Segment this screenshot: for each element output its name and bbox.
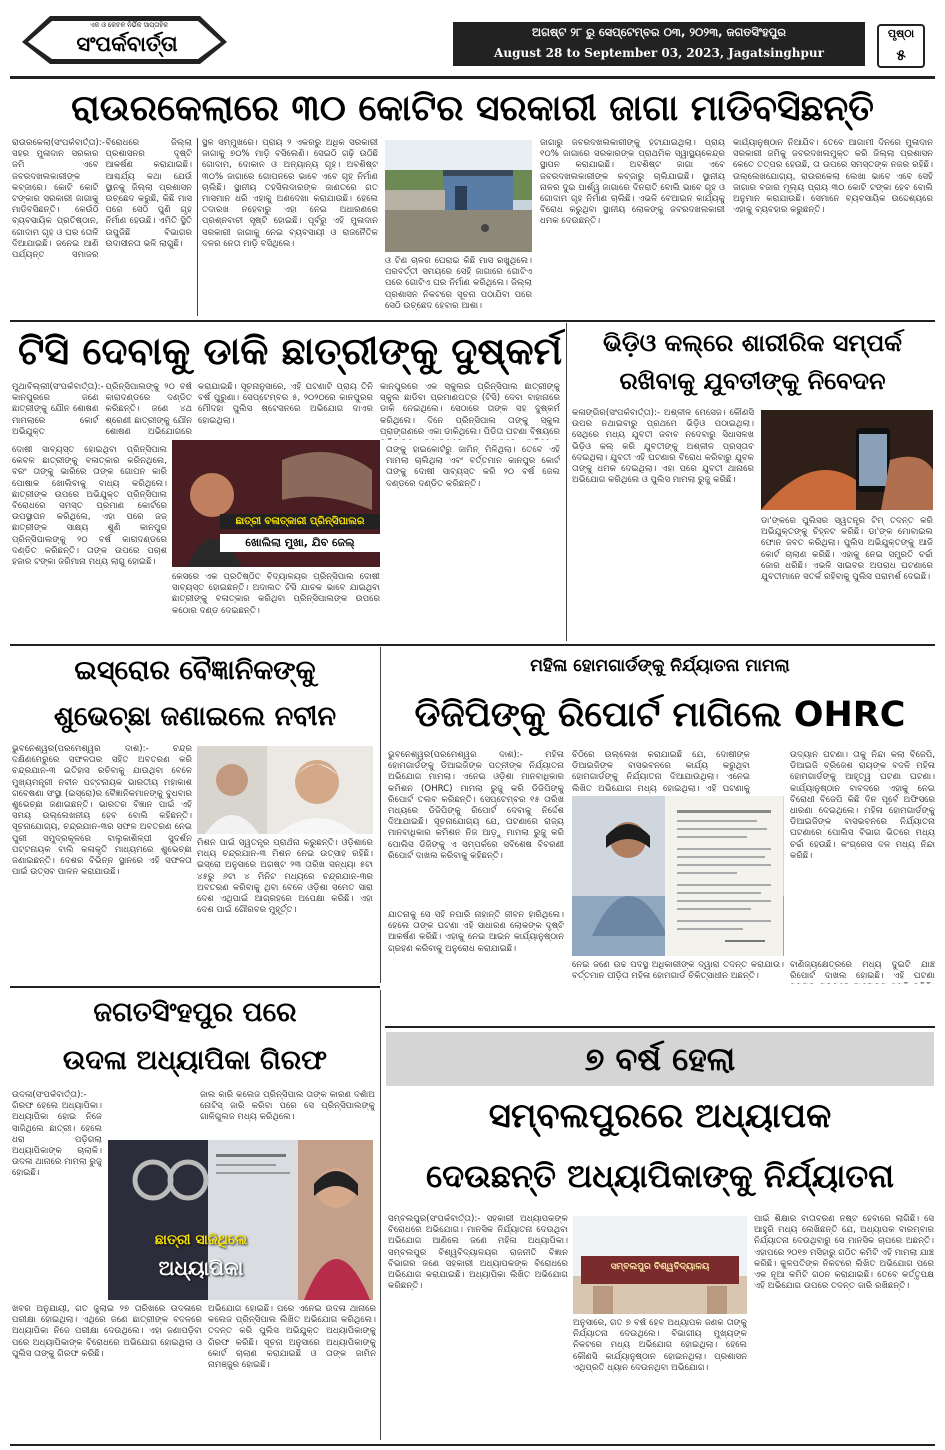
article2-photo <box>172 440 380 567</box>
page-bottom-rule <box>10 1444 935 1446</box>
masthead <box>0 0 945 74</box>
article6-col2: ଅଭିଯୋଗ ହୋଇଛି। ପରେ ଏନେଇ ଉଦଳା ଥାନାରେ କଲେଜ ପ୍ରିନ୍ସିପାଲ ଲିଖିତ ଅଭିଯୋଗ କରିଥିଲେ। ତଦନ୍ତ କରି ପୁଲିସ ଅଭିଯୁକ୍ତ ଅଧ୍ୟାପିକାଙ୍କୁ ଗିରଫ କରିଛି। ସୂଚନା ଅନୁସାରେ ଅଧ୍ୟାପିକାଙ୍କୁ କୋର୍ଟ ଚାଲାଣ କରାଯାଇଛି ଓ ତାଙ୍କ ଜାମିନ ନାମଞ୍ଜୁର ହୋଇଛି। <box>208 1304 376 1371</box>
article7-kicker-box <box>386 1032 934 1086</box>
masthead-date-box <box>453 22 865 66</box>
article2-intro: ମୁଥାବିଲ୍ଲୀ(ସଂପର୍କବାର୍ତ୍ତା):- କାନପୁରରେ ଜଣେ ଛାତ୍ରୀଙ୍କୁ ଯୌନ ଶୋଷଣ ମାମଲାରେ କୋର୍ଟ ଅଭିଯୁକ୍ତ ପ୍ରିନ୍ସିପାଲଙ୍କୁ ୨୦ ବର୍ଷ କାରାଦଣ୍ଡରେ ଦଣ୍ଡିତ କରିଛନ୍ତି। ଜଣେ ୪ଥ ଶ୍ରେଣୀ ଛାତ୍ରୀଙ୍କୁ ଯୌନ ଶୋଷଣ ଅଭିଯୋଗରେ <box>12 382 192 437</box>
page-number-box <box>877 24 925 68</box>
article2-headline: ଟିସି ଦେବାକୁ ଡାକି ଛାତ୍ରୀଙ୍କୁ ଦୁଷ୍କର୍ମ <box>18 329 562 373</box>
article2-intro-col2: କରାଯାଇଛି। ସୂଚନାନୁସାରେ, ଏହି ଘଟଣାଟି ପ୍ରାୟ ତିନି ବର୍ଷ ପୁରୁଣା। ସେପ୍ଟେମ୍ବର ୫, ୨୦୨୦ରେ କାନପୁରର ମୌଦହା ପୁଲିସ ଷ୍ଟେସନରେ ଅଭିଯୋଗ ଦାଏର ହୋଇଥିଲା। <box>198 382 373 426</box>
naveen-portrait-image <box>197 746 373 834</box>
article3-headline-line2: ରଖିବାକୁ ଯୁବତୀଙ୍କୁ ନିବେଦନ <box>619 367 886 395</box>
section-rule <box>10 986 380 988</box>
article5-col3: ଉଦ୍ୟାନ ଘଟଣା। ତାକୁ ନିନ୍ଦା କଲା ବିଜେପି, ଡିଆଇଜି ବ୍ରିଜେଶ ରାୟଙ୍କ ବଦଳି ମହିଳା ହୋମଗାର୍ଡଙ୍କୁ ଆହୃତ୍ୱ ଘଟଣା ଘଟଣା। କାର୍ଯ୍ୟାନୁଷ୍ଠାନ ବାବଦରେ ଏହାକୁ ନେଇ ବିରୋଧୀ ବିଜେପି କିଛି ଦିନ ପୂର୍ବେ ଅଫିସରେ ଧାରଣା ଦେଇଥିଲେ। ମହିଳା ହୋମଗାର୍ଡଙ୍କୁ ଡିଆଇଜିଙ୍କ ବାସଭବନରେ ନିର୍ଯ୍ୟାତନା ଘଟଣାରେ ପୋଲିସ ବିଭାଗ ଭିତରେ ମଧ୍ୟ ଚର୍ଚ୍ଚା ହେଉଛି। କଂଗ୍ରେସ ଦଳ ମଧ୍ୟ ନିନ୍ଦା କରିଛି। <box>790 750 935 861</box>
article1-col1: ରାଉରକେଲା(ସଂପର୍କବାର୍ତ୍ତା):- ସହର ମୁଳାଦାନ ସରକାର ଜମି ଏବେ ଜବରଦଖଲକାରୀଙ୍କ କବ୍ଜାରେ। କୋଟି କୋଟି ଟଙ୍କାର ସରକାରୀ ଜାଗାକୁ ମାଡିବସିଛନ୍ତି। କେଉଁଠି ବ୍ୟବସାୟିକ ପ୍ରତିଷ୍ଠାନ, ଗୋଦାମ ଗୃହ ଓ ଘର ତୋଳି ଦିଆଯାଇଛି। ଜନେଇ ଆଣି ପର୍ଯ୍ୟନ୍ତ ସମାଜର ବିରୋଧରେ ଜିଲ୍ଲା ପ୍ରଶାସନର ଦୃଷ୍ଟି ଆକର୍ଷଣ କରାଯାଇଛି। ଆଶ୍ଚର୍ଯ୍ୟ କଥା ଯେଉଁ ସ୍ଥାନକୁ ଜିଲ୍ଲା ପ୍ରଶାସନ ଉଚ୍ଛେଦ କରୁଛି, କିଛି ମାସ ପରେ ସେଠି ପୁଣି ଗୃହ ନିର୍ମାଣ ହେଉଛି। ଏମିତି ସ୍ଥିତି ଉପୁଜିଛି ବିଭାଗର ଉଦାସୀନତା ଭଳି ଲାଗୁଛି। <box>12 138 192 261</box>
phone-video-call-image <box>761 410 933 510</box>
article6-headline-line1: ଜଗତସିଂହପୁର ପରେ <box>93 997 297 1028</box>
section-rule <box>10 320 935 322</box>
building-site-image <box>385 140 532 252</box>
article2-col1: ଦୋଷୀ ସାବ୍ୟସ୍ତ ହୋଇଥିବା ପ୍ରିନ୍ସିପାଲ କେବଳ ଛାତ୍ରୀଙ୍କୁ ବଳାତ୍କାର କରିନଥିଲେ, ବରଂ ତାଙ୍କୁ ଭାରିରେ ତାଙ୍କ ଗୋପନ କାରି ପୋଷାକ ଖୋଲିବାକୁ ବାଧ୍ୟ କରିଥିଲେ। ଛାତ୍ରୀଙ୍କ ଉପରେ ଅଭିଯୁକ୍ତ ପ୍ରିନ୍ସିପାଲ ବିରୋଧରେ ସମସ୍ତ ପ୍ରମାଣ କୋର୍ଟରେ ଉପସ୍ଥାପନ କରିଥିଲେ, ଏହା ପରେ ଜଜ୍ ଛାତ୍ରୀଙ୍କ ସାକ୍ଷ୍ୟ ଶୁଣି କାନପୁର ପ୍ରିନ୍ସିପାଲଙ୍କୁ ୨୦ ବର୍ଷ କାରାଦଣ୍ଡରେ ଦଣ୍ଡିତ କରିଛନ୍ତି। ତାଙ୍କ ଉପରେ ପଚାଶ ହଜାର ଟଙ୍କା ଜରିମାନା ମଧ୍ୟ ଲାଗୁ ହୋଇଛି। <box>12 445 167 568</box>
article7-col1: ସମ୍ବଲପୁର(ସଂପର୍କବାର୍ତ୍ତା):- ସହକାରୀ ଅଧ୍ୟାପକଙ୍କ ବିରୋଧରେ ଅଭିଯୋଗ। ମାନସିକ ନିର୍ଯ୍ୟାତନା ଦେଉଥିବା ଅଭିଯୋଗ ଆଣିଲେ ଜଣେ ମହିଳା ଅଧ୍ୟାପିକା। ସମ୍ବଲପୁର ବିଶ୍ୱବିଦ୍ୟାଳୟର ରାଜନୀତି ବିଜ୍ଞାନ ବିଭାଗର ଜଣେ ସହକାରୀ ଅଧ୍ୟାପକଙ୍କ ବିରୋଧରେ ଅଭିଯୋଗ କରାଯାଇଛି। ଅଧ୍ୟାପିକା ଲିଖିତ ଅଭିଯୋଗ କରିଛନ୍ତି। <box>388 1214 568 1292</box>
article2-col3: ତାଙ୍କୁ ହାଇକୋର୍ଟରୁ ଜାମିନ୍ ମିଳିଥିଲା। ତେବେ ଏହି ମାମଲା ଚାଲିଥିଲା ଏବଂ ବର୍ତ୍ତମାନ କାନପୁର କୋର୍ଟ ତାଙ୍କୁ ଦୋଷୀ ସାବ୍ୟସ୍ତ କରି ୨୦ ବର୍ଷ ଜେଲ ଦଣ୍ଡରେ ଦଣ୍ଡିତ କରିଛନ୍ତି। <box>386 445 560 489</box>
page-label: ପୃଷ୍ଠା <box>887 27 915 40</box>
article5-kicker: ମହିଳା ହୋମଗାର୍ଡଙ୍କୁ ନିର୍ଯ୍ୟାତନା ମାମଲା <box>530 656 790 676</box>
article1-col2: ସ୍ଥଳ ସମ୍ମୁଖରେ। ପ୍ରାୟ ୨ ଏକରରୁ ଅଧିକ ସରକାରୀ ଜାଗାକୁ ୭୦% ମାଡ଼ି ବସିଲେଣି। ସେଇଠି ଗଢ଼ି ଉଠିଛି ଗୋଦାମ, ଦୋକାନ ଓ ଅନ୍ୟାନ୍ୟ ଗୃହ। ଅବଶିଷ୍ଟ ୩୦% ଜାଗାରେ ଗୋପନରେ ଭାବେ ଏବେ ଗୃହ ନିର୍ମାଣ ଚାଲିଛି। ସ୍ଥାନୀୟ ତହସିଲଦାରଙ୍କ ଜାଣତରେ ଗତ ମାସମାନ ଧରି ଏହାକୁ ଅଣଦେଖା କରାଯାଉଛି। ହେଲେ ତଦାରଖ ନହେବାରୁ ଏହା ନେଇ ଅଧାରଣରେ ପ୍ରଶ୍ନବାଚୀ ସୃଷ୍ଟି ହୋଇଛି। ପୂର୍ବରୁ ଏହି ମୁଳାଦାନ ସରକାରୀ ଜାଗାକୁ ନେଇ ବ୍ୟବସାୟୀ ଓ ରାଜନୈତିକ ଦଳର ନେତା ମାଡ଼ି ବସିଥିଲେ। <box>202 138 378 249</box>
masthead-rule <box>10 76 935 79</box>
masthead-tagline: ଏକ ଓ କେବଳ ନିର୍ଭିକ ସାପ୍ତାହିକ <box>89 21 169 29</box>
masthead-logo <box>22 10 227 66</box>
article4-photo <box>197 746 373 834</box>
date-english: August 28 to September 03, 2023, Jagatsinghpur <box>494 46 824 60</box>
article3-photo <box>761 410 933 510</box>
article5-tail3: ବାଣିଜ୍ୟକ୍ଷେତ୍ରରେ ମଧ୍ୟ ଦୁଇଟି ଯାଞ୍ଚ ରିପୋର୍ଟ ଦାଖଲ ହୋଇଛି। ଏହି ଘଟଣା <box>790 960 935 982</box>
article6-headline-line2: ଉଦଳା ଅଧ୍ୟାପିକା ଗିରଫ <box>62 1045 328 1076</box>
article5-col1: ଭୁବନେଶ୍ୱର(ପରମେଶ୍ୱର ଦାଶ):- ମହିଳା ହୋମଗାର୍ଡଙ୍କୁ ଡିଆଇଜିଙ୍କ ପତ୍ନୀଙ୍କ ନିର୍ଯ୍ୟାତନା ଅଭିଯୋଗ ମାମଲା। ଏନେଇ ଓଡ଼ିଶା ମାନବାଧିକାର କମିଶନ (OHRC) ମାମଲା ରୁଜୁ କରି ଡିଜିପିଙ୍କୁ ରିପୋର୍ଟ ତଲବ କରିଛନ୍ତି। ସେପ୍ଟେମ୍ବର ୧୫ ତାରିଖ ମଧ୍ୟରେ ଡିଜିପିଙ୍କୁ ରିପୋର୍ଟ ଦେବାକୁ ନିର୍ଦ୍ଦେଶ ଦିଆଯାଇଛି। ସୂଚନାଯୋଗ୍ୟ ଯେ, ଘଟଣାରେ ରାଜ୍ୟ ମାନବାଧିକାର କମିଶନ ନିଜ ଆଡ଼ୁ ମାମଲା ରୁଜୁ କରି ପୋଲିସ ଡିଜିଙ୍କୁ ଏ ସମ୍ପର୍କରେ ସବିଶେଷ ବିବରଣୀ ରିପୋର୍ଟ ଦାଖଲ କରିବାକୁ କହିଛନ୍ତି। <box>388 750 564 861</box>
article2-caption-line1: ଛାତ୍ରୀ ବଳାତ୍କାରୀ ପ୍ରିନ୍ସିପାଲର <box>220 514 380 529</box>
article5-document-photo <box>665 796 783 956</box>
article6-intro: ଉଦଳା(ସଂପର୍କବାର୍ତ୍ତା):- ଗିରଫ ହେଲେ ଅଧ୍ୟାପିକା। ଅଧ୍ୟାପିକା ହୋଇ ନିଜେ ସାଜିଥିଲେ ଛାତ୍ରୀ। ହେଲେ ଧରା ପଡ଼ିଗଲା ଅଧ୍ୟାପିକାଙ୍କ ଚାଲାକି। ଉଦଳା ଥାନାରେ ମାମଲା ରୁଜୁ ହୋଇଛି। <box>12 1090 102 1179</box>
article7-kicker: ୭ ବର୍ଷ ହେଲା <box>584 1040 736 1078</box>
article6-col1: ଖବର ଅନୁଯାୟୀ, ଗତ ଜୁଲାଇ ୨୭ ତାରିଖରେ ଉଦଳାରେ ପରୀକ୍ଷା ହୋଇଥିଲା। ଏଥିରେ ଜଣେ ଛାତ୍ରୀଙ୍କ ବଦଳରେ ଅଧ୍ୟାପିକା ନିଜେ ପରୀକ୍ଷା ଦେଉଥିଲେ। ଏହା ଜଣାପଡ଼ିବା ପରେ ଅଧ୍ୟାପିକାଙ୍କ ବିରୋଧରେ ଅଭିଯୋଗ ହୋଇଥିଲା ଓ ପୁଲିସ ତାଙ୍କୁ ଗିରଫ କରିଛି। <box>12 1304 202 1359</box>
col-divider <box>380 990 381 1440</box>
article7-headline-line2: ଦେଉଛନ୍ତି ଅଧ୍ୟାପିକାଙ୍କୁ ନିର୍ଯ୍ୟାତନା <box>426 1157 894 1195</box>
col-divider <box>197 138 198 316</box>
article6-photo <box>108 1140 373 1300</box>
article4-col2: ମିଶନ ପାଇଁ ସ୍ୱତନ୍ତ୍ର ପ୍ରାର୍ଥନା କରୁଛନ୍ତି। ଓଡ଼ିଶାରେ ମଧ୍ୟ ଚନ୍ଦ୍ରଯାନ-୩ ମିଶନ ନେଇ ଉତ୍ସାହ ରହିଛି। ଇସ୍ରୋ ଅନୁସାରେ ଅଗଷ୍ଟ ୨୩ ତାରିଖ ସନ୍ଧ୍ୟା ୫ଟା ୪୫ରୁ ୬ଟା ୪ ମିନିଟ ମଧ୍ୟରେ ଚନ୍ଦ୍ରଯାନ-୩ର ଅବତରଣ କରିବାକୁ ଥିବା ବେଳେ ଓଡ଼ିଶା ସମେତ ସାରା ଦେଶ ଏଥିପାଇଁ ଆଗ୍ରହରେ ଅପେକ୍ଷା କରିଛି। ଏହା ଦେଶ ପାଇଁ ଗୌରବର ମୁହୂର୍ତ୍ତ। <box>197 838 373 916</box>
article4-headline-line1: ଇସ୍ରୋର ବୈଜ୍ଞାନିକଙ୍କୁ <box>74 655 316 686</box>
article5-headline: ଡିଜିପିଙ୍କୁ ରିପୋର୍ଟ ମାଗିଲେ OHRC <box>414 695 906 735</box>
article7-headline-line1: ସମ୍ବଲପୁରରେ ଅଧ୍ୟାପକ <box>488 1096 832 1136</box>
article7-sign: ସମ୍ବଲପୁର ବିଶ୍ୱବିଦ୍ୟାଳୟ <box>610 1262 710 1272</box>
article4-col1: ଭୁବନେଶ୍ୱର(ପରମେଶ୍ୱର ଦାଶ):- ଚନ୍ଦ୍ର ଦକ୍ଷିଣମେରୁରେ ସଫଳତାର ସହିତ ଅବତରଣ କରି ଚନ୍ଦ୍ରଯାନ-୩ ଇତିହାସ ରଚିବାକୁ ଯାଉଥିବା ବେଳେ ମୁଖ୍ୟମନ୍ତ୍ରୀ ନବୀନ ପଟ୍ଟନାୟକ ଭାରତୀୟ ମହାକାଶ ଗବେଷଣା ସଂସ୍ଥା (ଇସ୍ରୋ)ର ବୈଜ୍ଞାନିକମାନଙ୍କୁ ବୁଧବାର ଶୁଭେଚ୍ଛା ଜଣାଇଛନ୍ତି। ଭାରତର ବିଜ୍ଞାନ ପାଇଁ ଏହି ସମୟ ଉଲ୍ଲେଖନୀୟ ହେବ ବୋଲି କହିଛନ୍ତି। ସୂଚନାଯୋଗ୍ୟ, ଚନ୍ଦ୍ରଯାନ-୩ର ସଫଳ ଅବତରଣ ନେଇ ପୁରୀ ସମୁଦ୍ରକୂଳରେ ବାଲୁକାଶିଳ୍ପୀ ସୁଦର୍ଶନ ପଟ୍ଟନାୟକ ବାଲି କଳାକୃତି ମାଧ୍ୟମରେ ଶୁଭେଚ୍ଛା ଜଣାଇଛନ୍ତି। ଦେଶର ବିଭିନ୍ନ ସ୍ଥାନରେ ଏହି ସଫଳତା ପାଇଁ ଉତ୍ସବ ପାଳନ କରାଯାଉଛି। <box>12 744 192 878</box>
complaint-letter-image <box>665 796 783 956</box>
article3-headline-line1: ଭିଡ଼ିଓ କଲ୍‌ରେ ଶାରୀରିକ ସମ୍ପର୍କ <box>602 329 903 357</box>
section-rule <box>385 1026 935 1028</box>
masthead-title: ସଂପର୍କବାର୍ତ୍ତା <box>76 32 178 56</box>
date-odia: ଅଗଷ୍ଟ ୨୮ ରୁ ସେପ୍ଟେମ୍ବର ୦୩, ୨୦୨୩, ଜଗତସିଂହପୁର <box>532 25 786 39</box>
article6-caption-line2: ଅଧ୍ୟାପିକା <box>158 1256 244 1280</box>
article3-col2: ଡା'ଙ୍କରେ ପୁଲିସର ସ୍ୱତନ୍ତ୍ର ଟିମ୍ ତଦନ୍ତ କରି ଅଭିଯୁକ୍ତଙ୍କୁ ଚିହ୍ନଟ କରିଛି। ଡା'ଙ୍କ ମୋବାଇଲ ଫୋନ ଜବତ କରିଥିଲା। ପୁଲିସ ଅଭିଯୁକ୍ତଙ୍କୁ ଆଜି କୋର୍ଟ ଚାଲାଣ କରିଛି। ଏହାକୁ ନେଇ ସମ୍ପ୍ରତି ଚର୍ଚ୍ଚା ଜୋର ଧରିଛି। ଏଭଳି ସାଇବର ଅପରାଧ ଘଟଣାରେ ଯୁବତୀମାନେ ସତର୍କ ରହିବାକୁ ପୁଲିସ ପରାମର୍ଶ ଦେଇଛି। <box>761 516 933 583</box>
article1-col3: ଓ ଟିଣ ଚାଳର ଘେରାଇ କିଛି ମାସ ରଖୁଥିଲେ। ପରବର୍ତ୍ତୀ ସମୟରେ ସେହି ଜାଗାରେ ଗୋଟିଏ ପରେ ଗୋଟିଏ ଘର ନିର୍ମାଣ କରିଥିଲେ। ଜିଲ୍ଲା ପ୍ରଶାସନ ନିକଟରେ ସୂଚନା ପଠାଯିବା ପରେ ସେଠି ଉଚ୍ଛେଦ ହେବାର ଆଶା। <box>385 256 532 311</box>
article4-headline-line2: ଶୁଭେଚ୍ଛା ଜଣାଇଲେ ନବୀନ <box>53 701 337 732</box>
article1-col4: ଜାଗାରୁ ଜବରଦଖଲକାରୀଙ୍କୁ ହଟାଯାଇଥିଲା। ପ୍ରାୟ ୧୦% ଜାଗାରେ ସରକାରଙ୍କ ପ୍ରାଥମିକ ସ୍ୱାସ୍ଥ୍ୟକେନ୍ଦ୍ର ସ୍ଥାପନ କରାଯାଇଛି। ଅବଶିଷ୍ଟ ଜାଗା ଏବେ ଜବରଦଖଲକାରୀଙ୍କ କବ୍ଜାରୁ ଚାଲିଯାଇଛି। ସ୍ଥାନୀୟ ନାଳର ଦୁଇ ପାର୍ଶ୍ୱ ଜାଗାରେ ଦିନରାତି ବୋଲି ଭାବେ ଗୃହ ଓ ଗୋଦାମ ଗୃହ ନିର୍ମାଣ ଚାଲିଛି। ଏଭଳି ବେଆଇନ କାର୍ଯ୍ୟକୁ ବିରୋଧ କରୁଥିବା ସ୍ଥାନୀୟ ଲୋକଙ୍କୁ ଜବରଦଖଲକାରୀ ଧମକ ଦେଉଛନ୍ତି। <box>540 138 725 227</box>
article2-col2: କେସରେ ଏକ ପ୍ରତିଷ୍ଠିତ ବିଦ୍ୟାଳୟର ପ୍ରିନ୍ସିପାଲ ଦୋଷୀ ସାବ୍ୟସ୍ତ ହୋଇଛନ୍ତି। ଅଦାଲତ ଟିସି ଯାଚକ ଭାବେ ଯାଇଥିବା ଛାତ୍ରୀଙ୍କୁ ବଳାତ୍କାର କରିଥିବା ପ୍ରିନ୍ସିପାଲଙ୍କ ଉପରେ କଠୋର ଦଣ୍ଡ ଦେଇଛନ୍ତି। <box>172 572 380 616</box>
col-divider <box>380 647 381 983</box>
article3-col1: କଳାଙ୍ଗିର(ସଂପର୍କବାର୍ତ୍ତା):- ଅଶ୍ଳୀଳ ମେସେଜ। କୌଣସି ଉପର ନଥାଇବାରୁ ପ୍ରଥମେ ଭିଡ଼ିଓ ପଠାଇଥିଲା। ସେଥିରେ ମଧ୍ୟ ଯୁବତୀ ଜବାବ ନଦେବାରୁ ସିଧାସଳଖ ଭିଡ଼ିଓ କଲ୍ କରି ଯୁବତୀଙ୍କୁ ଅଶ୍ଳୀଳ ପ୍ରସ୍ତାବ ଦେଇଥିଲା। ଯୁବତୀ ଏହି ଘଟଣାର ବିରୋଧ କରିବାରୁ ଯୁବକ ତାଙ୍କୁ ଧମକ ଦେଇଥିଲା। ଏହା ପରେ ଯୁବତୀ ଥାନାରେ ଅଭିଯୋଗ କରିଥିଲେ ଓ ପୁଲିସ ମାମଲା ରୁଜୁ କରିଛି। <box>572 408 754 486</box>
article6-caption-line1: ଛାତ୍ରୀ ସାଜିଥିଲେ <box>154 1232 248 1248</box>
article2-caption-line2: ଖୋଲିଲା ମୁଖା, ଯିବ ଜେଲ୍ <box>220 534 380 552</box>
article5-tail1: ଯାତନାକୁ ସେ ସହି ନପାରି ନାହାନ୍ତି ଜୀବନ ହାରିଥିଲେ। ହେଲେ ତାଙ୍କ ଘଟଣା ଏହି ସାଧାରଣ ଲୋକଙ୍କ ଦୃଷ୍ଟି ଆକର୍ଷଣ କରିଛି। ଏହାକୁ ନେଇ ଆଇନ କାର୍ଯ୍ୟାନୁଷ୍ଠାନ ଗ୍ରହଣ କରିବାକୁ ଅନୁରୋଧ କରାଯାଇଛି। <box>388 910 564 954</box>
article2-intro-col3: କାନପୁରରେ ଏକ ସ୍କୁଲର ପ୍ରିନ୍ସିପାଲ ଛାତ୍ରୀଙ୍କୁ ସ୍କୁଲ ଛାଡିବା ପ୍ରମାଣପତ୍ର (ଟିସି) ଦେବା ବାହାନାରେ ଡାକି ନେଇଥିଲେ। ସେଠାରେ ତାଙ୍କ ସହ ଦୁଷ୍କର୍ମ କରିଥିଲେ। ଦିନେ ପ୍ରିନ୍ସିପାଲ ତାଙ୍କୁ ସ୍କୁଲ ପ୍ରାଙ୍ଗଣରେ ଏକା ଡାକିଥିଲେ। ପିଡିତା ଘଟଣା ବିଷୟରେ <box>380 382 560 437</box>
page-number: ୫ <box>896 46 906 64</box>
article5-tail2: ନେଇ ଜଣେ ଉଚ୍ଚ ପଦସ୍ଥ ଅଧିକାରୀଙ୍କ ଦ୍ୱାରା ତଦନ୍ତ କରାଯାଉ। ବର୍ତ୍ତମାନ ପୀଡ଼ିତା ମହିଳା ହୋମଗାର୍ଡ ଚିକିତ୍ସାଧୀନ ଅଛନ୍ତି। <box>572 960 784 982</box>
section-rule <box>10 644 935 646</box>
col-divider <box>566 323 567 641</box>
article1-col5: କାର୍ଯ୍ୟାନୁଷ୍ଠାନ ନିଆଯିବ। ତେବେ ଆଗାମୀ ଦିନରେ ମୁଳାଦାନ ସରକାରୀ ଜମିକୁ ଜବରଦଖଲମୁକ୍ତ କରି ଜିଲ୍ଲା ପ୍ରଶାସନ କେତେ ତତ୍ପର ହେଉଛି, ତା ଉପରେ ସମସ୍ତଙ୍କ ନଜର ରହିଛି। ଉଲ୍ଲେଖଯୋଗ୍ୟ, ରାଉରକେଲା ଲେଖା ଭାବେ ଏବେ ସେହି ଜାଗାର ବଜାର ମୂଲ୍ୟ ପ୍ରାୟ ୩୦ କୋଟି ଟଙ୍କା ହେବ ବୋଲି ଅନୁମାନ କରାଯାଉଛି। ସେମାନେ ବ୍ୟବସାୟିକ ଉଦ୍ଦେଶ୍ୟରେ ଏହାକୁ ବ୍ୟବହାର କରୁଛନ୍ତି। <box>733 138 933 216</box>
article7-col3: ପାଇଁ ଶିକ୍ଷାର ବାତାବରଣ ନଷ୍ଟ ହେବାରେ ଲାଗିଛି। ସେ ଆହୁରି ମଧ୍ୟ ଲେଖିଛନ୍ତି ଯେ, ଅଧ୍ୟାପକ ବାରମ୍ବାର ନିର୍ଯ୍ୟାତନା ଦେଉଥିବାରୁ ସେ ମାନସିକ ଚାପରେ ଅଛନ୍ତି। ଏହାପରେ ୨୦୧୭ ମସିହାରୁ ଗଠିତ କମିଟି ଏହି ମାମଲା ଯାଞ୍ଚ କରିଛି। କୁଳପତିଙ୍କ ନିକଟରେ ଲିଖିତ ଅଭିଯୋଗ ପରେ ଏକ ନୂଆ କମିଟି ଗଠନ କରାଯାଇଛି। ତେବେ କର୍ତ୍ତୃପକ୍ଷ ଏହି ଅଭିଯୋଗ ଉପରେ ତଦନ୍ତ ଜାରି ରଖିଛନ୍ତି। <box>754 1214 934 1292</box>
article7-col2: ଅନୁସାରେ, ଗତ ୭ ବର୍ଷ ହେବ ଅଧ୍ୟାପକ ଜଣକ ତାଙ୍କୁ ନିର୍ଯ୍ୟାତନା ଦେଉଥିଲେ। ବିଭାଗୀୟ ମୁଖ୍ୟଙ୍କ ନିକଟରେ ମଧ୍ୟ ଅଭିଯୋଗ ହୋଇଥିଲା। ହେଲେ କୌଣସି କାର୍ଯ୍ୟାନୁଷ୍ଠାନ ହୋଇନଥିଲା। ପ୍ରଶାସନ ଏଥିପ୍ରତି ଧ୍ୟାନ ଦେଉନଥିବା ଅଭିଯୋଗ। <box>573 1318 747 1373</box>
article5-col2: ଚିଠିରେ ଉଲ୍ଲେଖ କରାଯାଇଛି ଯେ, ଦୋଷୀଙ୍କ ଡିଆଇଜିଙ୍କ ବାସଭବନରେ କାର୍ଯ୍ୟ କରୁଥିବା ହୋମଗାର୍ଡଙ୍କୁ ନିର୍ଯ୍ୟାତନା ଦିଆଯାଉଥିଲା। ଏନେଇ ଲିଖିତ ଅଭିଯୋଗ ମଧ୍ୟ ହୋଇଥିଲା। ଏହି ଘଟଣାକୁ <box>572 750 750 794</box>
article6-intro-col2: ଜାଲ କାରି କଲେଜ ପ୍ରିନ୍ସିପାଲ ତାଙ୍କ କାରଣ ଦର୍ଶାଅ ନୋଟିସ୍ ଜାରି କରିବା ପରେ ସେ ପ୍ରିନ୍ସିପାଲଙ୍କୁ ଗାଳିଗୁଲଜ ମଧ୍ୟ କରିଥିଲେ। <box>200 1090 375 1123</box>
article7-photo <box>573 1216 747 1314</box>
article1-headline: ରାଉରକେଲାରେ ୩୦ କୋଟିର ସରକାରୀ ଜାଗା ମାଡିବସିଛନ୍ତି <box>71 88 874 129</box>
article1-photo <box>385 140 532 252</box>
